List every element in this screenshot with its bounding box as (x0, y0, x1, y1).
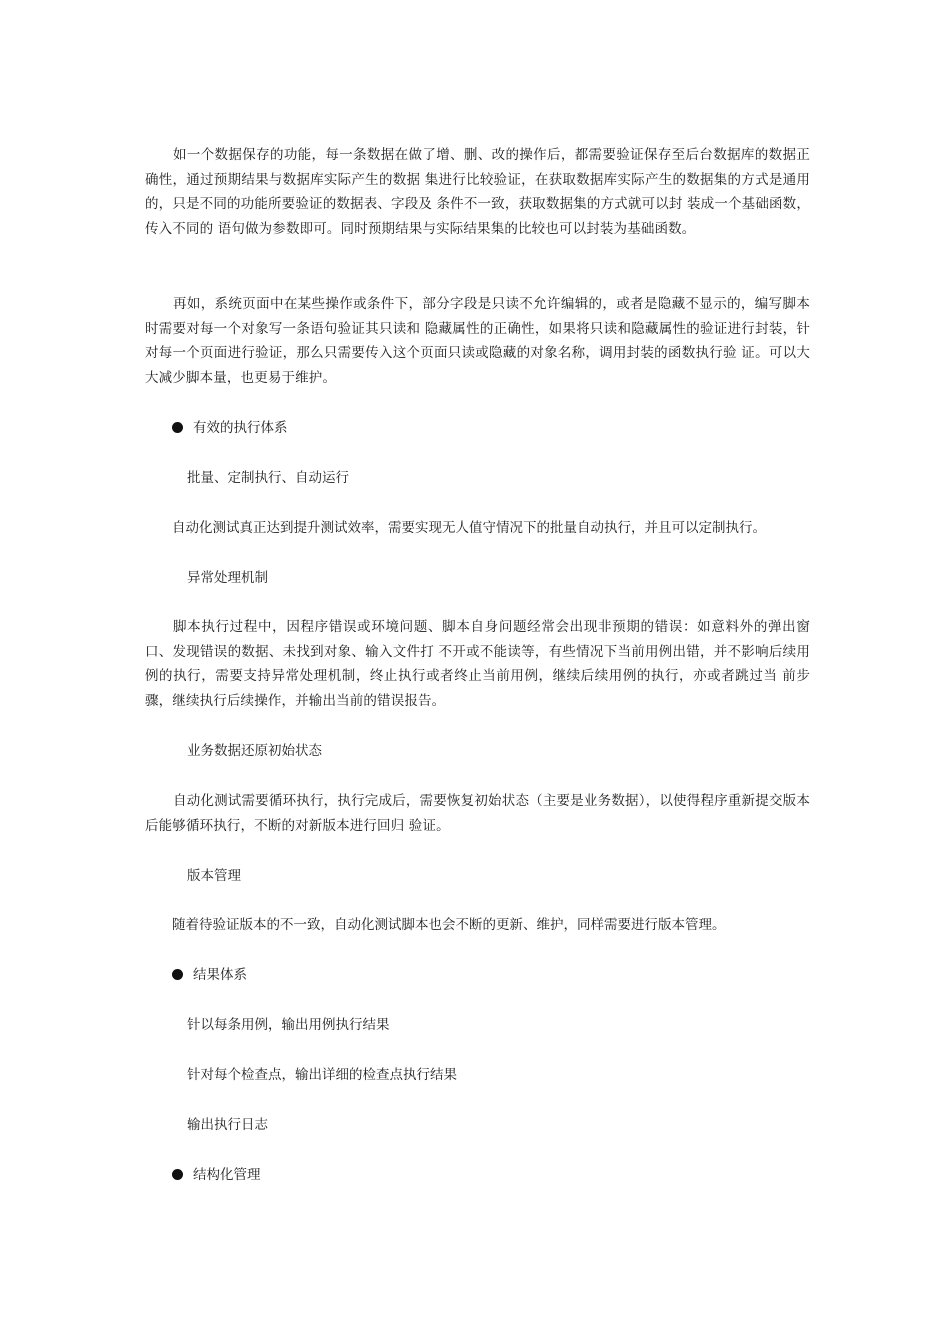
bullet-dot-icon (172, 422, 183, 433)
bullet-exec-system (172, 416, 288, 440)
list-item-result: 针以每条用例，输出用例执行结果 (187, 1017, 390, 1033)
paragraph-data-save: 如一个数据保存的功能，每一条数据在做了增、删、改的操作后，都需要验证保存至后台数据库的数据正确性，通过预期结果与数据库实际产生的数据 集进行比较验证，在获取数据库实际产生的数据集的方式是通用的，只是不同的功能所要验证的数据表、字段及 条件不一致，获取数据集的方式就可以封 装成一个基础函数，传入不同的 语句做为参数即可。同时预期结果与实际结果集的比较也可以封装为基础函数。 (145, 147, 810, 237)
subheading-exception: 异常处理机制 (187, 570, 268, 586)
paragraph-restore: 自动化测试需要循环执行，执行完成后，需要恢复初始状态（主要是业务数据），以使得程序重新提交版本后能够循环执行，不断的对新版本进行回归 验证。 (145, 793, 810, 834)
bullet-label: 有效的执行体系 (193, 420, 288, 436)
subheading-version: 版本管理 (187, 868, 241, 884)
paragraph-batch: 自动化测试真正达到提升测试效率，需要实现无人值守情况下的批量自动执行，并且可以定制执行。 (172, 520, 766, 536)
bullet-label: 结果体系 (193, 967, 247, 983)
subheading-restore: 业务数据还原初始状态 (187, 743, 322, 759)
bullet-dot-icon (172, 1169, 183, 1180)
paragraph-readonly-fields: 再如，系统页面中在某些操作或条件下，部分字段是只读不允许编辑的，或者是隐藏不显示的，编写脚本时需要对每一个对象写一条语句验证其只读和 隐藏属性的正确性，如果将只读和隐藏属性的验证进行封装，针对每一个页面进行验证，那么只需要传入这个页面只读或隐藏的对象名称，调用封装的函数执行验 证。可以大大减少脚本量，也更易于维护。 (145, 296, 810, 386)
paragraph-version: 随着待验证版本的不一致，自动化测试脚本也会不断的更新、维护，同样需要进行版本管理。 (172, 917, 726, 933)
bullet-result-system (172, 963, 247, 987)
subheading-batch: 批量、定制执行、自动运行 (187, 470, 349, 486)
bullet-label: 结构化管理 (193, 1167, 261, 1183)
paragraph-exception: 脚本执行过程中，因程序错误或环境问题、脚本自身问题经常会出现非预期的错误：如意料外的弹出窗口、发现错误的数据、未找到对象、输入文件打 不开或不能读等，有些情况下当前用例出错，并不影响后续用例的执行，需要支持异常处理机制，终止执行或者终止当前用例，继续后续用例的执行，亦或者跳过当 前步骤，继续执行后续操作，并输出当前的错误报告。 (145, 619, 810, 709)
list-item-result: 输出执行日志 (187, 1117, 268, 1133)
bullet-dot-icon (172, 969, 183, 980)
list-item-result: 针对每个检查点，输出详细的检查点执行结果 (187, 1067, 457, 1083)
bullet-structured (172, 1163, 261, 1187)
